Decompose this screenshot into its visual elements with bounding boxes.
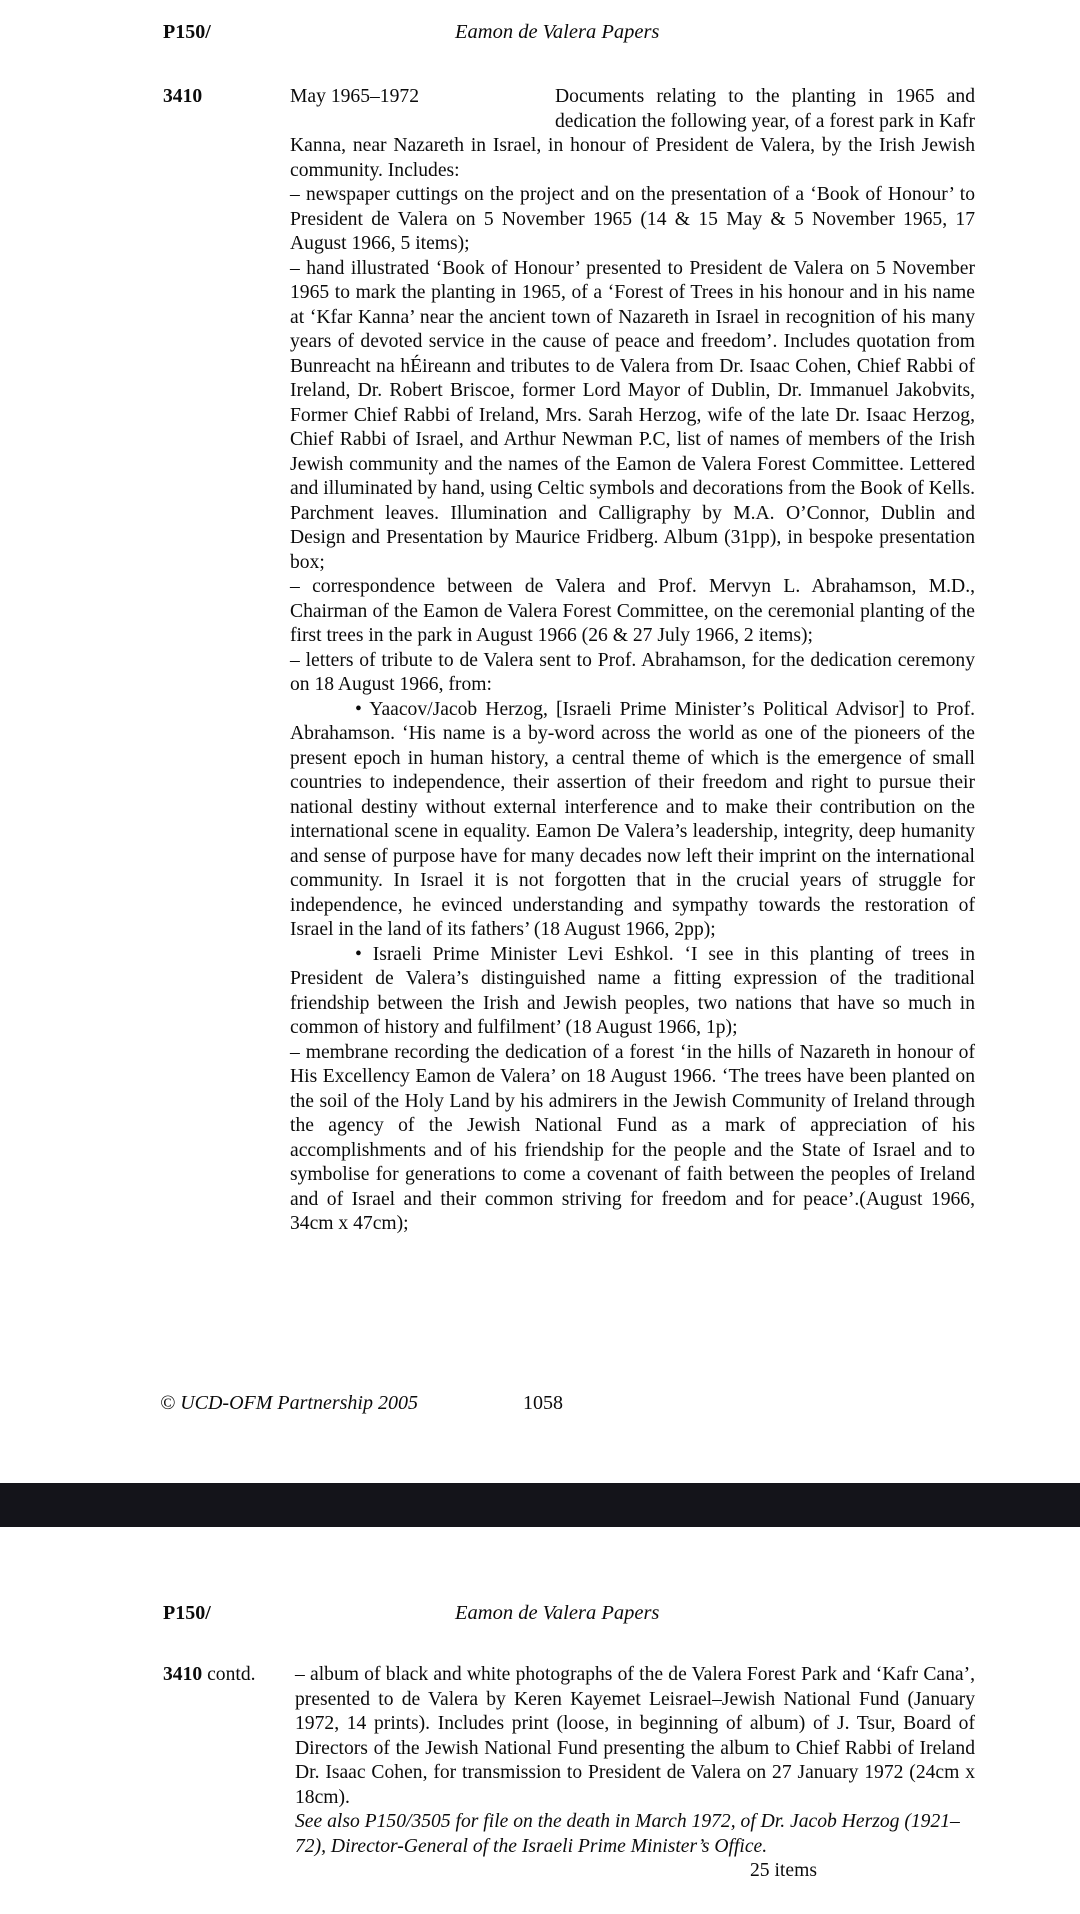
entry-lead-text: Documents relating to the planting in 1965 and dedication the following year, of a forest park in Kafr Kanna, near Nazareth in Israel, in honour of President de Valera, by the Irish Jewish community. Includes: — [290, 86, 975, 181]
page1-footer — [0, 1391, 1080, 1417]
entry-number-continued — [163, 1663, 256, 1688]
entry-item-letters-of-tribute: – letters of tribute to de Valera sent to Prof. Abrahamson, for the dedication ceremony on 18 August 1966, from: — [290, 649, 975, 695]
entry-item-photo-album: – album of black and white photographs of the de Valera Forest Park and ‘Kafr Cana’, presented to de Valera by Keren Kayemet Leisrael–Jewish National Fund (January 1972, 14 prints). Includes print (loose, in beginning of album) of J. Tsur, Board of Directors of the Jewish National Fund presenting the album to Chief Rabbi of Ireland Dr. Isaac Cohen, for transmission to President de Valera on 27 January 1972 (24cm x 18cm). — [295, 1664, 975, 1808]
page-divider-band — [0, 1483, 1080, 1527]
page-number: 1058 — [523, 1392, 563, 1414]
entry-item-newspaper-cuttings: – newspaper cuttings on the project and on the presentation of a ‘Book of Honour’ to President de Valera on 5 November 1965 (14 & 15 May & 5 November 1965, 17 August 1966, 5 items); — [290, 184, 975, 254]
entry-item-herzog-letter: • Yaacov/Jacob Herzog, [Israeli Prime Minister’s Political Advisor] to Prof. Abrahamson. ‘His name is a by-word across the world as one of the pioneers of the present epoch in human history, a central theme of which is the emergence of small countries to independence, their assertion of their freedom and right to pursue their national destiny without external interference and to make their contribution on the international scene in equality. Eamon De Valera’s leadership, integrity, deep humanity and sense of purpose have for many decades now left their imprint on the international community. In Israel it is not forgotten that in the crucial years of struggle for independence, he evinced understanding and sympathy towards the restoration of Israel in the land of its fathers’ (18 August 1966, 2pp); — [290, 698, 975, 940]
copyright-notice: © UCD-OFM Partnership 2005 — [160, 1392, 418, 1414]
collection-reference: P150/ — [163, 1602, 211, 1624]
see-also-cross-reference: See also P150/3505 for file on the death in March 1972, of Dr. Jacob Herzog (1921–72), Director-General of the Israeli Prime Minister’s Office. — [295, 1811, 960, 1857]
entry-item-correspondence: – correspondence between de Valera and Prof. Mervyn L. Abrahamson, M.D., Chairman of the Eamon de Valera Forest Committee, on the ceremonial planting of the first trees in the park in August 1966 (26 & 27 July 1966, 2 items); — [290, 576, 975, 646]
item-count: 25 items — [750, 1860, 817, 1881]
entry-number: 3410 — [163, 1664, 203, 1685]
collection-title: Eamon de Valera Papers — [455, 1602, 660, 1624]
entry-item-book-of-honour: – hand illustrated ‘Book of Honour’ presented to President de Valera on 5 November 1965 to mark the planting in 1965, of a ‘Forest of Trees in his honour and in his name at ‘Kfar Kanna’ near the ancient town of Nazareth in Israel in recognition of his many years of devoted service in the cause of peace and freedom’. Includes quotation from Bunreacht na hÉireann and tributes to de Valera from Dr. Isaac Cohen, Chief Rabbi of Ireland, Dr. Robert Briscoe, former Lord Mayor of Dublin, Dr. Immanuel Jakobvits, Former Chief Rabbi of Ireland, Mrs. Sarah Herzog, wife of the late Dr. Isaac Herzog, Chief Rabbi of Israel, and Arthur Newman P.C, list of names of members of the Irish Jewish community and the names of the Eamon de Valera Forest Committee. Lettered and illuminated by hand, using Celtic symbols and decorations from the Book of Kells. Parchment leaves. Illumination and Calligraphy by M.A. O’Connor, Dublin and Design and Presentation by Maurice Fridberg. Album (31pp), in bespoke presentation box; — [290, 257, 975, 573]
collection-title: Eamon de Valera Papers — [455, 21, 660, 43]
collection-reference: P150/ — [163, 21, 211, 43]
entry-lead-paragraph — [290, 85, 975, 183]
entry-date-range: May 1965–1972 — [290, 86, 419, 107]
entry-description-continued — [295, 1663, 975, 1884]
entry-description — [290, 85, 975, 1237]
entry-item-eshkol-letter: • Israeli Prime Minister Levi Eshkol. ‘I see in this planting of trees in President de Valera’s distinguished name a fitting expression of the traditional friendship between the Irish and Jewish peoples, two nations that have so much in common of history and fulfilment’ (18 August 1966, 1p); — [290, 943, 975, 1038]
page1-header — [0, 20, 1080, 50]
page2-header — [0, 1601, 1080, 1631]
entry-number: 3410 — [163, 86, 203, 107]
entry-item-membrane: – membrane recording the dedication of a forest ‘in the hills of Nazareth in honour of His Excellency Eamon de Valera’ on 18 August 1966. ‘The trees have been planted on the soil of the Holy Land by his admirers in the Jewish Community of Ireland through the agency of the Jewish National Fund as a mark of appreciation of his accomplishments and of his friendship for the people and the State of Israel and to symbolise for generations to come a covenant of faith between the peoples of Ireland and of Israel and their common striving for freedom and for peace’.(August 1966, 34cm x 47cm); — [290, 1041, 975, 1234]
entry-contd-label: contd. — [207, 1664, 256, 1685]
